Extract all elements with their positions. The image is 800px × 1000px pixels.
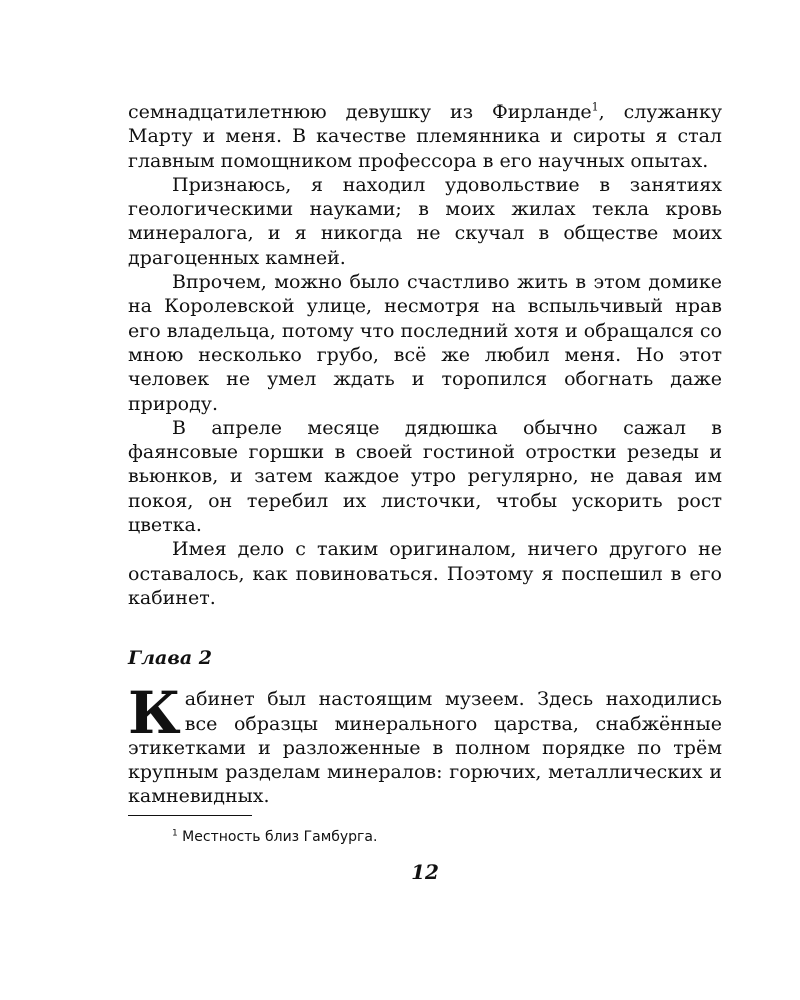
- footnote-reference: 1: [591, 100, 599, 114]
- footnote-marker: 1: [172, 828, 178, 839]
- chapter-heading: Глава 2: [128, 647, 212, 670]
- paragraph-2: Признаюсь, я находил удовольствие в занятиях геологическими науками; в моих жилах текла кровь минералога, и я никогда не скучал в обществе моих драгоценных камней.: [128, 173, 722, 269]
- chapter-first-paragraph-text: абинет был настоящим музеем. Здесь находились все образцы минерального царства, снабжённые этикетками и разложенные в полном порядке по трём крупным разделам минералов: горючих, металлических и камневидных.: [128, 688, 722, 808]
- footnote-text: Местность близ Гамбурга.: [177, 828, 378, 845]
- drop-cap-letter: К: [128, 679, 181, 748]
- book-page: [128, 100, 722, 884]
- paragraph-4: В апреле месяце дядюшка обычно сажал в фаянсовые горшки в своей гостиной отростки резеды и вьюнков, и затем каждое утро регулярно, не давая им покоя, он теребил их листочки, чтобы ускорить рост цветка.: [128, 416, 722, 537]
- page-number: 12: [411, 859, 439, 884]
- paragraph-1-text-continued: , служанку Марту и меня. В качестве племянника и сироты я стал главным помощником профессора в его научных опытах.: [128, 101, 722, 172]
- footnote: [172, 828, 722, 846]
- paragraph-5: Имея дело с таким оригиналом, ничего другого не оставалось, как повиноваться. Поэтому я поспешил в его кабинет.: [128, 538, 722, 609]
- footnote-divider: [128, 815, 252, 816]
- paragraph-3: Впрочем, можно было счастливо жить в этом домике на Королевской улице, несмотря на вспыльчивый нрав его владельца, потому что последний хотя и обращался со мною несколько грубо, всё же любил меня. Но этот человек не умел ждать и торопился обогнать даже природу.: [128, 271, 722, 415]
- paragraph-1: [128, 100, 722, 173]
- paragraph-1-text: семнадцатилетнюю девушку из Фирланде: [128, 101, 592, 123]
- chapter-first-paragraph: [128, 679, 722, 808]
